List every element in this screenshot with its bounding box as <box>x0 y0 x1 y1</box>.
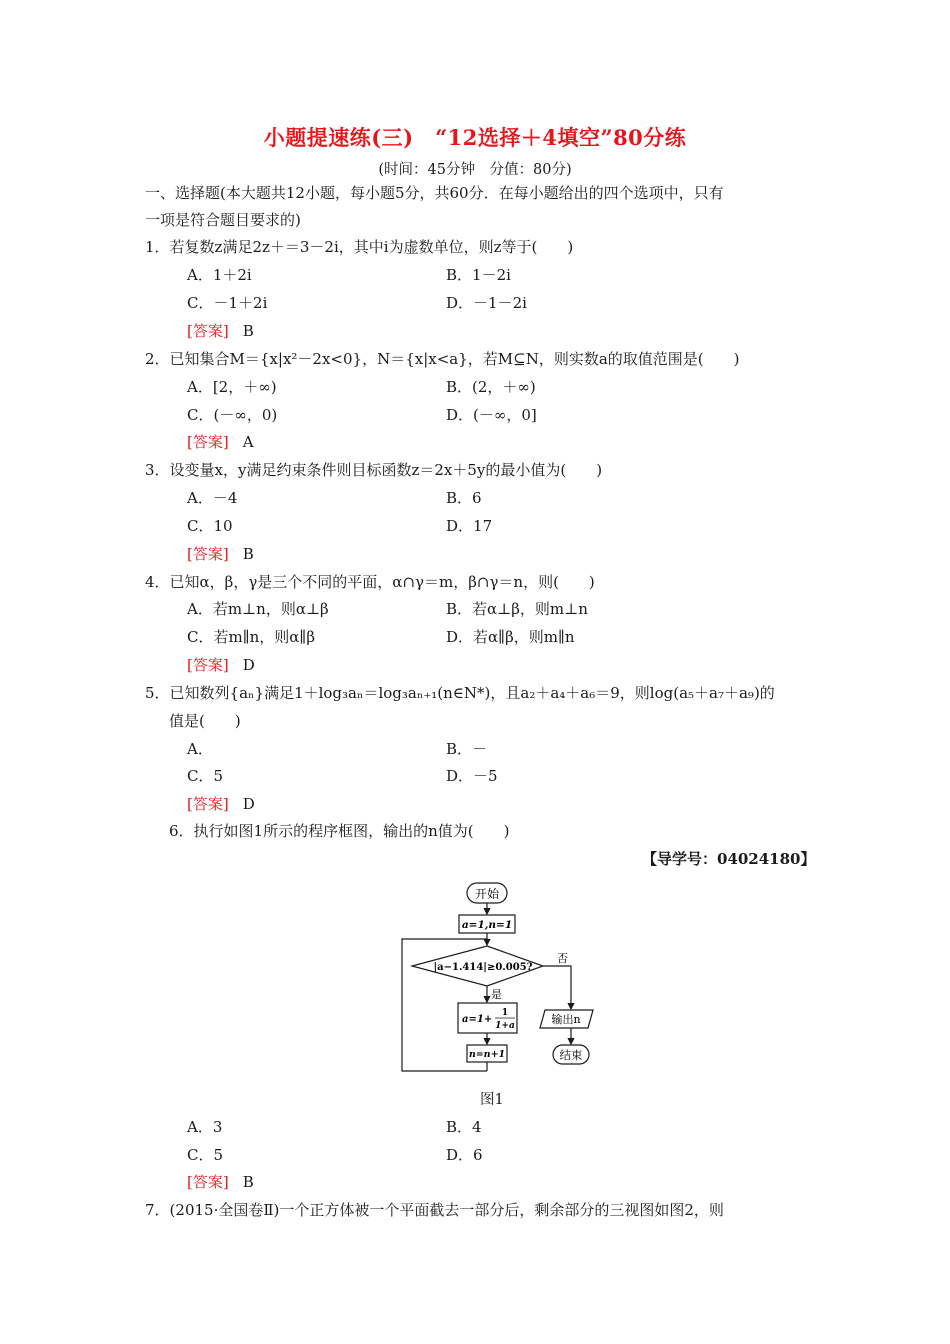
q4-stem: 4．已知α，β，γ是三个不同的平面，α∩γ＝m，β∩γ＝n，则( ) <box>145 573 595 591</box>
flow-no-label: 否 <box>557 952 568 965</box>
q2-answer-value: A <box>242 433 254 451</box>
q2-option-a: A．[2，＋∞) <box>187 378 277 396</box>
flow-update-a-label: a=1+ <box>462 1014 493 1025</box>
q3-option-d: D．17 <box>446 517 493 535</box>
q4-answer-value: D <box>242 656 255 674</box>
q6-option-b: B．4 <box>446 1118 482 1136</box>
flow-output-label: 输出n <box>551 1013 581 1026</box>
q5-answer <box>187 794 255 814</box>
q1-answer-value: B <box>242 322 254 340</box>
flow-start-label: 开始 <box>474 887 500 901</box>
q4-option-d: D．若α∥β，则m∥n <box>446 628 575 646</box>
q2-stem: 2．已知集合M＝{x|x²－2x<0}，N＝{x|x<a}，若M⊆N，则实数a的取值范围是( ) <box>145 350 740 368</box>
q5-option-b: B．－ <box>446 740 488 758</box>
q1-stem: 1．若复数z满足2z＋＝3－2i，其中i为虚数单位，则z等于( ) <box>145 238 574 256</box>
q1-answer <box>187 321 254 341</box>
q6-option-d: D．6 <box>446 1146 483 1164</box>
page-title: 小题提速练(三) “12选择＋4填空”80分练 <box>263 125 687 150</box>
section-heading-cont: 一项是符合题目要求的) <box>145 211 301 229</box>
flow-update-a-numerator: 1 <box>501 1008 509 1018</box>
answer-label: [答案] <box>187 322 229 340</box>
q3-stem: 3．设变量x，y满足约束条件则目标函数z＝2x＋5y的最小值为( ) <box>145 461 603 479</box>
answer-label: [答案] <box>187 433 229 451</box>
q7-stem: 7．(2015·全国卷Ⅱ)一个正方体被一个平面截去一部分后，剩余部分的三视图如图2，则 <box>145 1201 724 1219</box>
q6-option-c: C．5 <box>187 1146 224 1164</box>
q5-stem-cont: 值是( ) <box>169 712 241 730</box>
q3-answer-value: B <box>242 545 254 563</box>
q4-option-c: C．若m∥n，则α∥β <box>187 628 316 646</box>
section-heading: 一、选择题(本大题共12小题，每小题5分，共60分．在每小题给出的四个选项中，只有 <box>145 184 724 202</box>
q5-option-c: C．5 <box>187 767 224 785</box>
flow-init-label: a=1,n=1 <box>461 919 513 931</box>
figure-caption: 图1 <box>480 1092 504 1108</box>
q4-answer <box>187 655 255 675</box>
q2-answer <box>187 432 254 452</box>
q5-stem: 5．已知数列{aₙ}满足1＋log₃aₙ＝log₃aₙ₊₁(n∈N*)，且a₂＋a₄＋a₆＝9，则log(a₅＋a₇＋a₉)的 <box>145 684 775 702</box>
q6-stem: 6．执行如图1所示的程序框图，输出的n值为( ) <box>169 822 510 840</box>
answer-label: [答案] <box>187 795 229 813</box>
q6-answer-value: B <box>242 1173 254 1191</box>
answer-label: [答案] <box>187 656 229 674</box>
q4-option-b: B．若α⊥β，则m⊥n <box>446 600 588 618</box>
q5-option-a: A． <box>187 740 213 758</box>
q1-option-d: D．－1－2i <box>446 294 527 312</box>
guide-number: 【导学号：04024180】 <box>642 850 816 868</box>
q4-option-a: A．若m⊥n，则α⊥β <box>187 600 329 618</box>
flow-update-a-denominator: 1+a <box>495 1021 515 1031</box>
flowchart <box>395 878 600 1078</box>
q2-option-c: C．(－∞，0) <box>187 406 278 424</box>
q5-option-d: D．－5 <box>446 767 498 785</box>
q6-answer <box>187 1172 254 1192</box>
answer-label: [答案] <box>187 545 229 563</box>
q3-answer <box>187 544 254 564</box>
flow-yes-label: 是 <box>491 988 502 1001</box>
q1-option-a: A．1＋2i <box>187 266 252 284</box>
q2-option-d: D．(－∞，0] <box>446 406 537 424</box>
flow-decision-label: |a−1.414|≥0.005? <box>433 962 533 973</box>
q3-option-c: C．10 <box>187 517 233 535</box>
q5-answer-value: D <box>242 795 255 813</box>
q6-option-a: A．3 <box>187 1118 223 1136</box>
q1-option-b: B．1－2i <box>446 266 511 284</box>
q3-option-a: A．－4 <box>187 489 238 507</box>
q1-option-c: C．－1＋2i <box>187 294 268 312</box>
flow-end-label: 结束 <box>559 1048 583 1062</box>
answer-label: [答案] <box>187 1173 229 1191</box>
q2-option-b: B．(2，＋∞) <box>446 378 536 396</box>
flow-update-n-label: n=n+1 <box>468 1049 506 1060</box>
page-subtitle: (时间：45分钟 分值：80分) <box>378 162 572 178</box>
q3-option-b: B．6 <box>446 489 482 507</box>
